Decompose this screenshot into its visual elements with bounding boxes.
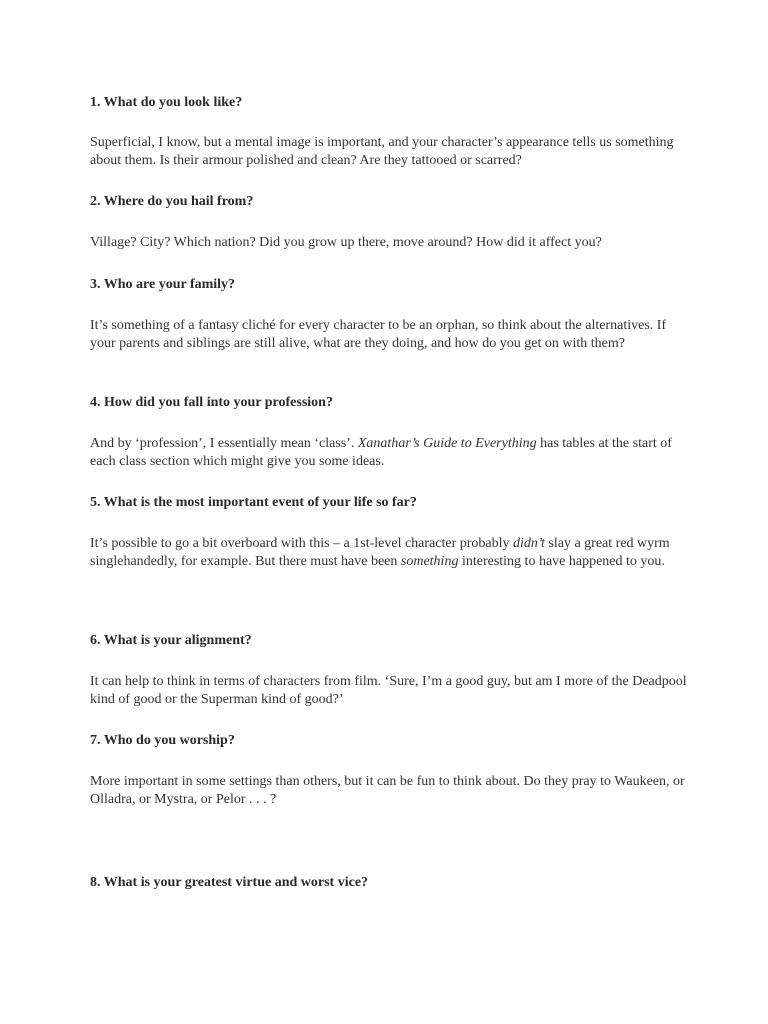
question-3-heading: 3. Who are your family? — [90, 277, 236, 292]
question-5-body — [90, 535, 690, 571]
question-4-book-title: Xanathar’s Guide to Everything — [357, 436, 537, 451]
question-4-body — [90, 435, 690, 471]
question-5-emphasis-2: something — [400, 554, 459, 569]
question-6-body: It can help to think in terms of characters from film. ‘Sure, I’m a good guy, but am I more of the Deadpool kind of good or the Superman kind of good?’ — [90, 674, 687, 707]
question-6-heading: 6. What is your alignment? — [90, 633, 252, 648]
question-1-heading: 1. What do you look like? — [90, 95, 243, 110]
question-2-heading: 2. Where do you hail from? — [90, 194, 254, 209]
question-4-body-text-b: has tables at the start of each class section which might give you some ideas. — [90, 436, 672, 469]
question-5-emphasis-1: didn’t — [513, 536, 545, 551]
question-5-heading: 5. What is the most important event of your life so far? — [90, 495, 417, 510]
question-5-body-text-c: interesting to have happened to you. — [458, 554, 665, 569]
question-5-body-text-b: slay a great red wyrm singlehandedly, for example. But there must have been — [90, 536, 670, 569]
question-3-body: It’s something of a fantasy cliché for every character to be an orphan, so think about the alternatives. If your parents and siblings are still alive, what are they doing, and how do you get on with them? — [90, 318, 667, 351]
question-2-body: Village? City? Which nation? Did you grow up there, move around? How did it affect you? — [90, 235, 602, 250]
question-7-heading: 7. Who do you worship? — [90, 733, 235, 748]
question-4-heading: 4. How did you fall into your profession? — [90, 395, 333, 410]
question-5-body-text-a: It’s possible to go a bit overboard with this – a 1st-level character probably — [90, 536, 514, 551]
question-4-body-text-a: And by ‘profession’, I essentially mean ‘class’. — [90, 436, 358, 451]
question-1-body: Superficial, I know, but a mental image is important, and your character’s appearance tells us something about them. Is their armour polished and clean? Are they tattooed or scarred? — [90, 135, 674, 168]
question-8-heading: 8. What is your greatest virtue and worst vice? — [90, 875, 369, 890]
question-7-body: More important in some settings than others, but it can be fun to think about. Do they pray to Waukeen, or Olladra, or Mystra, or Pelor . . . ? — [90, 774, 685, 807]
